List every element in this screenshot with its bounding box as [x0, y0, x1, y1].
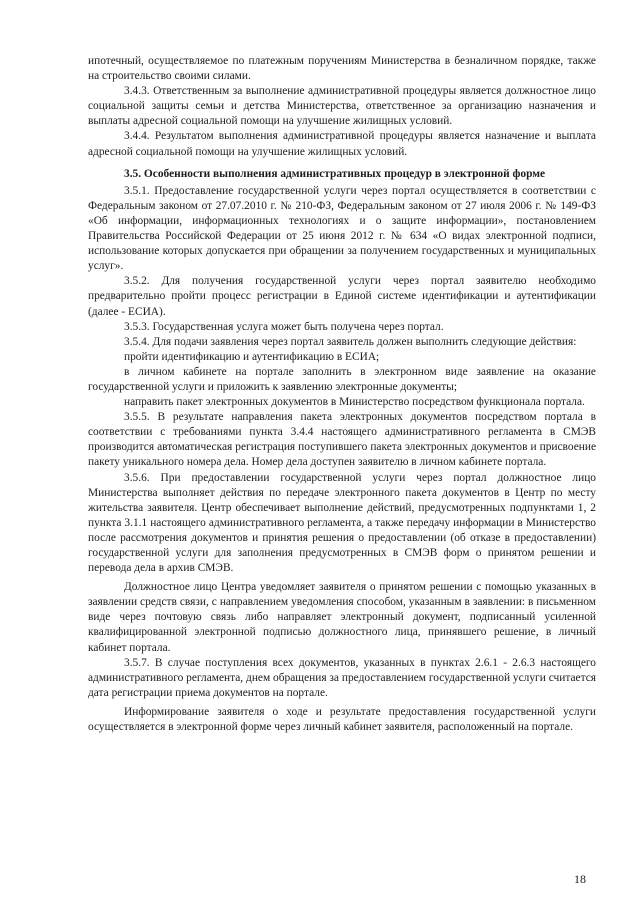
- document-body: [88, 54, 596, 735]
- paragraph-center-notification: Должностное лицо Центра уведомляет заявителя о принятом решении с помощью указанных в заявлении средств связи, с направлением уведомления способом, указанным в заявлении: в письменном виде через почтовую связь либо направляет электронный документ, подписанный усиленной квалифицированной электронной подписью должностного лица, принявшего решение, в личный кабинет портала.: [88, 581, 596, 654]
- paragraph-3-5-3: 3.5.3. Государственная услуга может быть получена через портал.: [124, 320, 444, 333]
- paragraph-3-5-4: 3.5.4. Для подачи заявления через портал заявитель должен выполнить следующие действия:: [124, 335, 577, 348]
- paragraph-3-5-7: 3.5.7. В случае поступления всех документов, указанных в пунктах 2.6.1 - 2.6.3 настоящего административного регламента, днем обращения за предоставлением государственной услуги считается дата регистрации приема документов на портале.: [88, 656, 596, 699]
- paragraph-continuation: ипотечный, осуществляемое по платежным поручениям Министерства в безналичном порядке, также на строительство своими силами.: [88, 55, 596, 83]
- paragraph-3-5-6: 3.5.6. При предоставлении государственной услуги через портал должностное лицо Министерства выполняет действия по передаче электронного пакета документов в Центр по месту жительства заявителя. Центр обеспечивает выполнение действий, предусмотренных подпунктами 1, 2 пункта 3.1.1 настоящего административного регламента, а также передачу информации в Министерство после рассмотрения документов и принятия решения о предоставлении (об отказе в предоставлении) государственной услуги для заполнения предусмотренных в СМЭВ форм о принятом решении и перевода дела в архив СМЭВ.: [88, 471, 596, 575]
- paragraph-3-5-1: 3.5.1. Предоставление государственной услуги через портал осуществляется в соответствии с Федеральным законом от 27.07.2010 г. № 210-ФЗ, Федеральным законом от 27 июля 2006 г. № 149-ФЗ «Об информации, информационных технологиях и о защите информации», постановлением Правительства Российской Федерации от 25 июня 2012 г. № 634 «О видах электронной подписи, использование которых допускается при обращении за получением государственных и муниципальных услуг».: [88, 184, 596, 273]
- paragraph-3-4-4: 3.4.4. Результатом выполнения административной процедуры является назначение и выплата адресной социальной помощи на улучшение жилищных условий.: [88, 130, 596, 158]
- paragraph-3-5-5: 3.5.5. В результате направления пакета электронных документов посредством портала в соответствии с требованиями пункта 3.4.4 настоящего административного регламента в СМЭВ производится автоматическая регистрация поступившего пакета электронных документов и присвоение пакету уникального номера дела. Номер дела доступен заявителю в личном кабинете портала.: [88, 411, 596, 469]
- list-item-esia: пройти идентификацию и аутентификацию в ЕСИА;: [124, 350, 380, 363]
- page-number: 18: [574, 872, 586, 886]
- paragraph-3-5-2: 3.5.2. Для получения государственной услуги через портал заявителю необходимо предварительно пройти процесс регистрации в Единой системе идентификации и аутентификации (далее - ЕСИА).: [88, 275, 596, 318]
- list-item-send-package: направить пакет электронных документов в Министерство посредством функционала портала.: [124, 396, 585, 409]
- section-heading-3-5: 3.5. Особенности выполнения административных процедур в электронной форме: [124, 167, 546, 180]
- paragraph-informing: Информирование заявителя о ходе и результате предоставления государственной услуги осуществляется в электронной форме через личный кабинет заявителя, расположенный на портале.: [88, 705, 596, 734]
- list-item-fill-application: в личном кабинете на портале заполнить в электронном виде заявление на оказание государственной услуги и приложить к заявлению электронные документы;: [88, 365, 596, 393]
- paragraph-3-4-3: 3.4.3. Ответственным за выполнение административной процедуры является должностное лицо социальной защиты семьи и детства Министерства, ответственное за организацию назначения и выплаты адресной социальной помощи на улучшение жилищных условий.: [88, 85, 596, 128]
